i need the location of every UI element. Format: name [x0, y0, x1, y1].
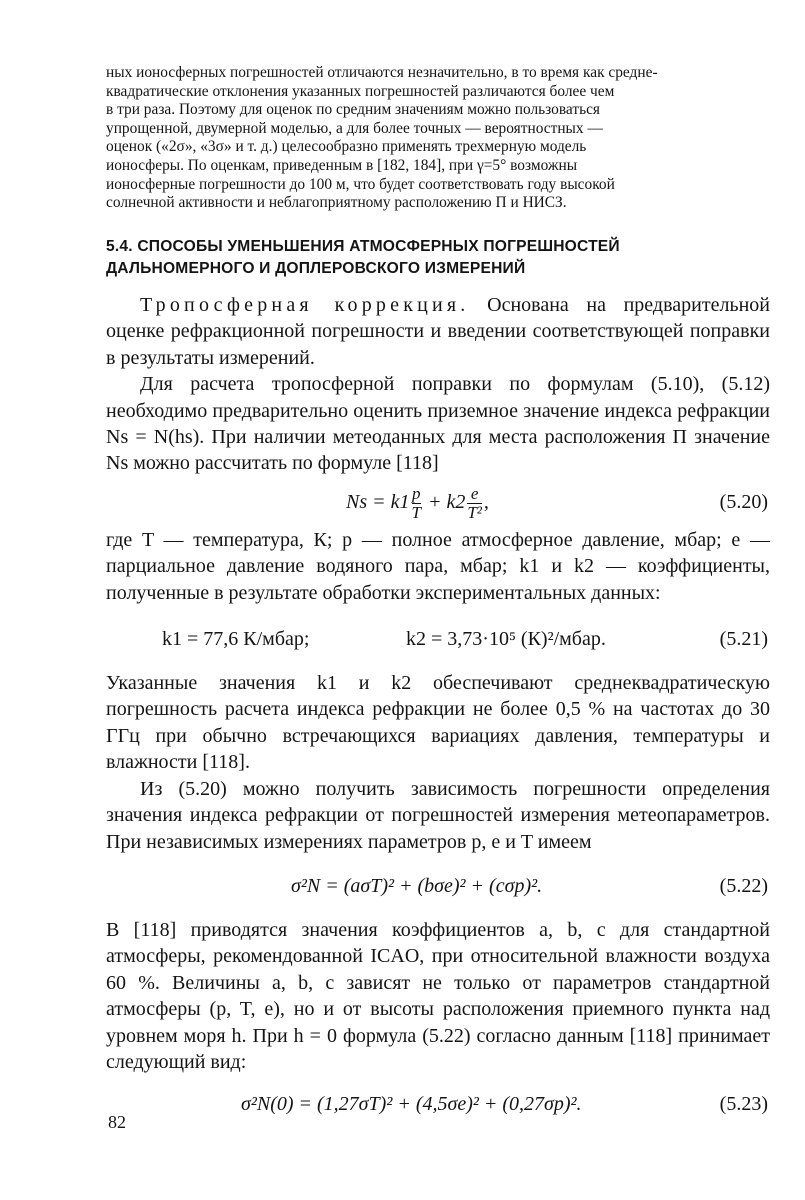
intro-line: ионосферы. По оценкам, приведенным в [182, 184], при γ=5° возможны [106, 156, 578, 174]
paragraph-text: Указанные значения k1 и k2 обеспечивают среднеквадратическую погрешность расчета индекса рефракции не более 0,5 % на частотах до 30 ГГц при обычно встречающихся вариациях давления, температуры и влажности [118]. [106, 672, 770, 774]
equation-number: (5.21) [719, 628, 768, 651]
intro-line: ионосферные погрешности до 100 м, что будет соответствовать году высокой [106, 175, 615, 193]
intro-line: упрощенной, двумерной моделью, а для более точных — вероятностных — [106, 119, 603, 137]
denominator: T [411, 502, 421, 522]
formula-expression: k1 = 77,6 К/мбар; [162, 628, 310, 651]
equation-number: (5.20) [719, 490, 768, 513]
formula-expression: k2 = 3,73·10⁵ (К)²/мбар. [406, 628, 606, 651]
numerator: p [411, 483, 421, 503]
paragraph-text: Основана на предварительной оценке рефракционной погрешности и введении соответствующей поправки в результаты измерений. [106, 294, 770, 369]
formula-part: + k2 [422, 490, 466, 513]
formula-expression: σ²N = (aσT)² + (bσe)² + (cσp)². [291, 874, 543, 897]
equation-number: (5.23) [719, 1093, 768, 1116]
formula-expression [346, 477, 489, 527]
fraction [412, 485, 421, 522]
denominator: T² [467, 502, 482, 522]
numerator: e [470, 483, 479, 503]
formula-5-20 [106, 477, 770, 527]
section-heading-line1: 5.4. СПОСОБЫ УМЕНЬШЕНИЯ АТМОСФЕРНЫХ ПОГРЕШНОСТЕЙ [106, 238, 620, 255]
intro-line: оценок («2σ», «3σ» и т. д.) целесообразно применять трехмерную модель [106, 138, 587, 156]
equation-number: (5.22) [719, 874, 768, 897]
intro-line: в три раза. Поэтому для оценок по средним значениям можно пользоваться [106, 101, 601, 119]
intro-line: квадратические отклонения указанных погрешностей различаются более чем [106, 82, 615, 100]
intro-line: ных ионосферных погрешностей отличаются незначительно, в то время как средне- [106, 64, 658, 81]
paragraph-text: В [118] приводятся значения коэффициентов a, b, c для стандартной атмосферы, рекомендованной ICAO, при относительной влажности воздуха 60 %. Величины a, b, c зависят не только от параметров стандартной атмосферы (p, T, e), но и от высоты расположения приемного пункта над уровнем моря h. При h = 0 формула (5.22) согласно данным [118] принимает следующий вид: [106, 918, 770, 1073]
section-heading [106, 236, 770, 280]
body-text [106, 292, 770, 1129]
intro-paragraph [106, 64, 770, 213]
intro-line: солнечной активности и неблагоприятному расположению П и НИСЗ. [106, 194, 567, 212]
formula-5-21 [106, 614, 770, 664]
formula-5-23 [106, 1079, 770, 1129]
formula-part: Ns = k1 [346, 490, 410, 513]
fraction [467, 485, 482, 522]
paragraph-text: Для расчета тропосферной поправки по формулам (5.10), (5.12) необходимо предварительно оценить приземное значение индекса рефракции Ns = N(hs). При наличии метеоданных для места расположения П значение Ns можно рассчитать по формуле [118] [106, 373, 770, 475]
paragraph-text: Из (5.20) можно получить зависимость погрешности определения значения индекса рефракции от погрешностей измерения метеопараметров. При независимых измерениях параметров p, e и T имеем [106, 777, 770, 853]
formula-expression: σ²N(0) = (1,27σT)² + (4,5σe)² + (0,27σp)². [241, 1093, 582, 1116]
paragraph-tropospheric-correction [106, 292, 770, 371]
formula-5-22 [106, 861, 770, 911]
run-in-heading: Тропосферная коррекция. [140, 294, 470, 316]
paragraph-text: где T — температура, К; p — полное атмосферное давление, мбар; e — парциальное давление водяного пара, мбар; k1 и k2 — коэффициенты, полученные в результате обработки экспериментальных данных: [106, 528, 770, 604]
page-number: 82 [108, 1112, 126, 1132]
formula-part: , [483, 490, 489, 513]
section-heading-line2: ДАЛЬНОМЕРНОГО И ДОПЛЕРОВСКОГО ИЗМЕРЕНИЙ [106, 260, 526, 277]
